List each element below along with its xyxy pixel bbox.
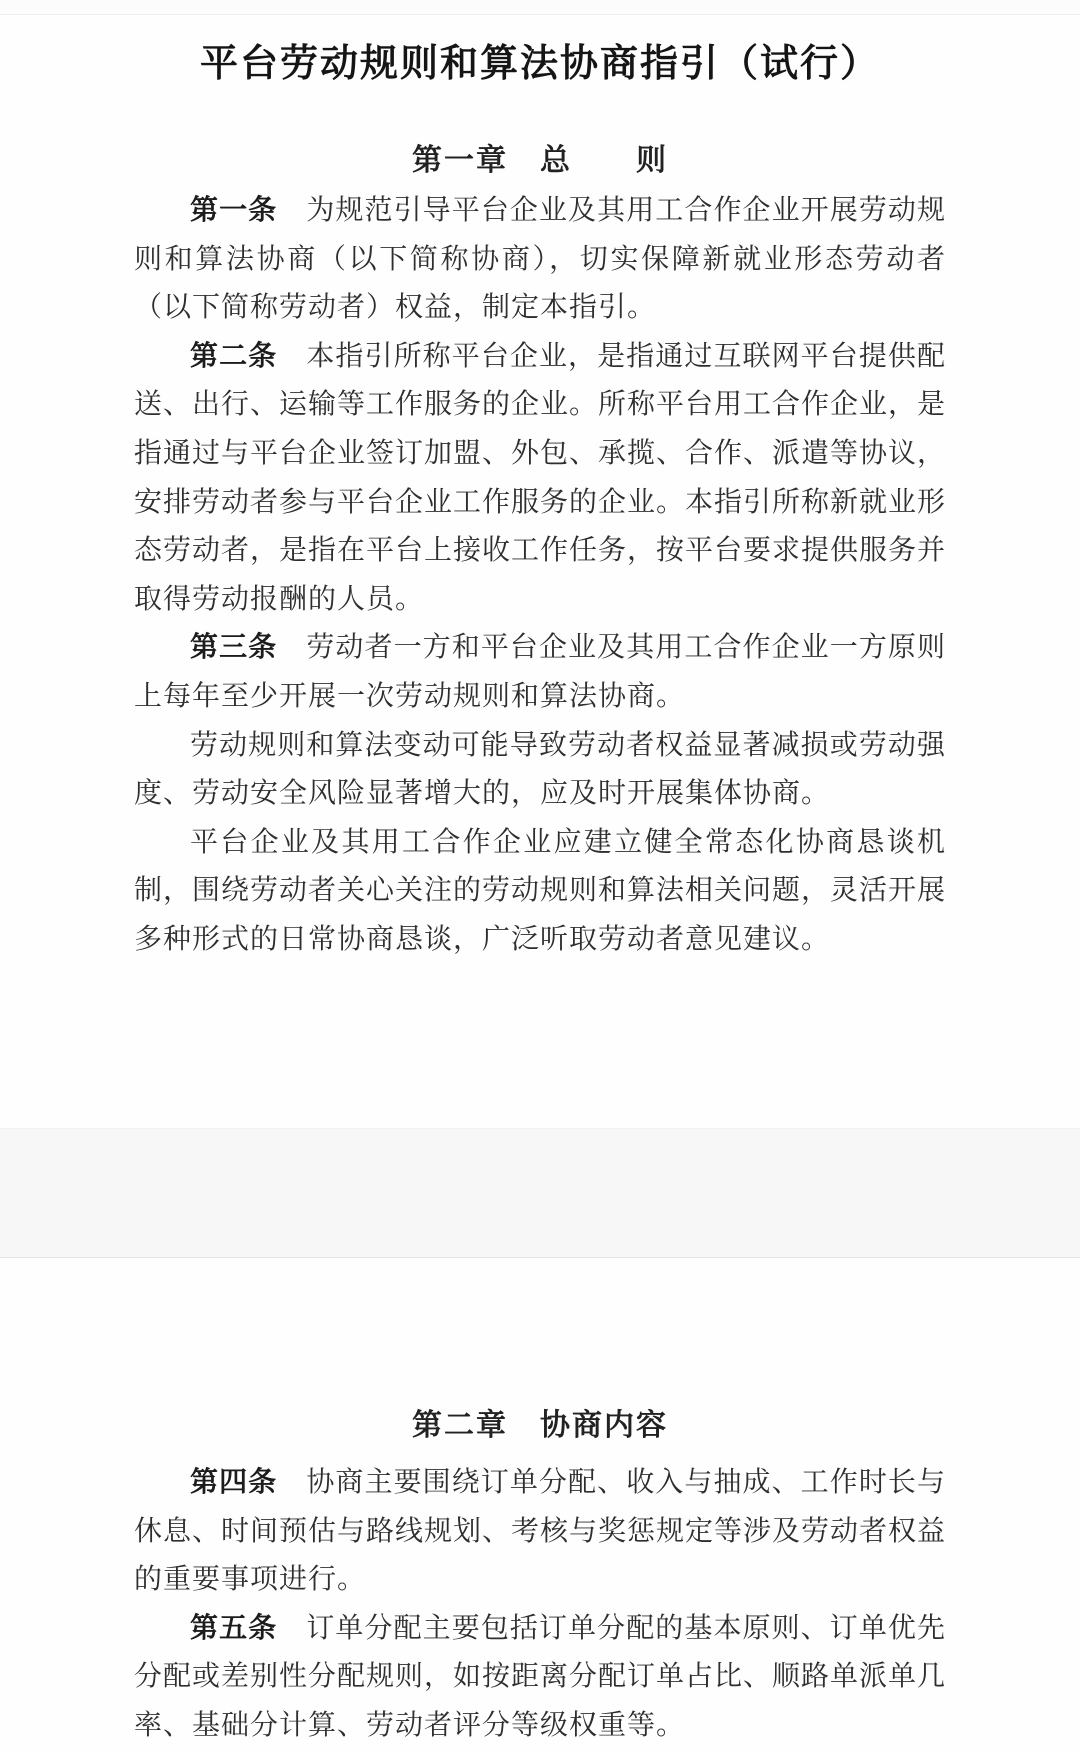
article-number: 第二条 [190,340,278,372]
paragraph [134,1605,946,1751]
paragraph-text: 平台企业及其用工合作企业应建立健全常态化协商恳谈机制，围绕劳动者关心关注的劳动规则和算法相关问题，灵活开展多种形式的日常协商恳谈，广泛听取劳动者意见建议。 [134,826,947,955]
article-number: 第一条 [190,195,278,226]
paragraph [134,333,946,625]
document-page-1 [0,15,1080,1128]
paragraph-text: 为规范引导平台企业及其用工合作企业开展劳动规则和算法协商（以下简称协商），切实保障新就业形态劳动者（以下简称劳动者）权益，制定本指引。 [134,195,946,324]
paragraph [134,722,946,819]
paragraph-text: 本指引所称平台企业，是指通过互联网平台提供配送、出行、运输等工作服务的企业。所称平台用工合作企业，是指通过与平台企业签订加盟、外包、承揽、合作、派遣等协议，安排劳动者参与平台企业工作服务的企业。本指引所称新就业形态劳动者，是指在平台上接收工作任务，按平台要求提供服务并取得劳动报酬的人员。 [134,340,947,615]
chapter-2-heading: 第二章 协商内容 [412,1409,668,1442]
paragraph [134,1459,946,1605]
paragraph-text: 订单分配主要包括订单分配的基本原则、订单优先分配或差别性分配规则，如按距离分配订单占比、顺路单派单几率、基础分计算、劳动者评分等级权重等。 [134,1612,947,1741]
paragraph [134,187,946,333]
page-break-gap [0,1128,1080,1258]
paragraph-text: 劳动规则和算法变动可能导致劳动者权益显著减损或劳动强度、劳动安全风险显著增大的，应及时开展集体协商。 [134,729,946,810]
paragraph [134,624,946,721]
paragraph [134,819,946,965]
paragraph-text: 协商主要围绕订单分配、收入与抽成、工作时长与休息、时间预估与路线规划、考核与奖惩规定等涉及劳动者权益的重要事项进行。 [134,1467,947,1596]
page-1-paragraphs [134,187,946,965]
document-page-2 [0,1258,1080,1753]
article-number: 第五条 [190,1612,278,1644]
article-number: 第三条 [190,632,278,664]
document-title: 平台劳动规则和算法协商指引（试行） [199,43,880,85]
article-number: 第四条 [190,1467,278,1498]
paragraph-text: 劳动者一方和平台企业及其用工合作企业一方原则上每年至少开展一次劳动规则和算法协商。 [134,632,946,712]
chapter-1-heading: 第一章 总 则 [412,144,668,177]
page-2-paragraphs [134,1459,946,1751]
